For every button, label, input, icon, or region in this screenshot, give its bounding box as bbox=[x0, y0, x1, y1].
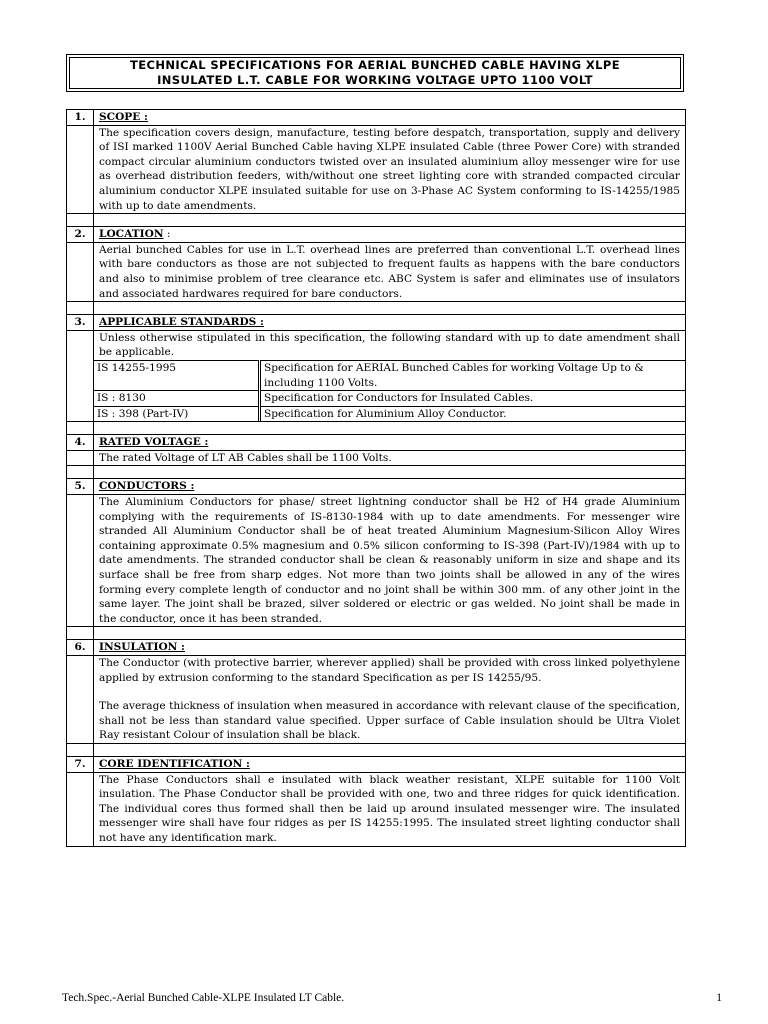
section-heading: RATED VOLTAGE : bbox=[94, 435, 686, 451]
section-number: 4. bbox=[67, 435, 94, 451]
standard-code: IS 14255-1995 bbox=[94, 360, 260, 390]
section-body: The Phase Conductors shall e insulated with black weather resistant, XLPE suitable for 1100 Volt insulation. The Phase Conductor shall be provided with one, two and three ridges for quick identification. The individual cores thus formed shall then be laid up around insulated messenger wire. The insulated messenger wire shall have four ridges as per IS 14255:1995. The insulated street lighting conductor shall not have any identification mark. bbox=[94, 772, 686, 846]
section-body: The Conductor (with protective barrier, wherever applied) shall be provided with cross linked polyethylene applied by extrusion conforming to the standard Specification as per IS 14255/95. The average thickness of insulation when measured in accordance with relevant clause of the specification, shall not be less than standard value specified. Upper surface of Cable insulation should be Ultra Violet Ray resistant Colour of insulation shall be black. bbox=[94, 656, 686, 744]
section-body-row bbox=[67, 330, 686, 422]
section-body: The Aluminium Conductors for phase/ street lightning conductor shall be H2 of H4 grade Aluminium complying with the requirements of IS-8130-1984 with up to date amendments. For messenger wire stranded All Aluminium Conductor shall be of heat treated Aluminium Magnesium-Silicon Alloy Wires containing approximate 0.5% magnesium and 0.5% silicon conforming to IS-398 (Part-IV)/1984 with up to date amendments. The stranded conductor shall be clean & reasonably uniform in size and shape and its surface shall be free from sharp edges. Not more than two joints shall be allowed in any of the wires forming every complete length of conductor and no joint shall be within 300 mm. of any other joint in the same layer. The joint shall be brazed, silver soldered or electric or gas welded. No joint shall be made in the conductor, once it has been stranded. bbox=[94, 495, 686, 627]
spacer-row bbox=[67, 466, 686, 479]
section-body-row bbox=[67, 656, 686, 744]
section-row bbox=[67, 110, 686, 126]
section-row bbox=[67, 640, 686, 656]
standards-intro: Unless otherwise stipulated in this specification, the following standard with up to date amendment shall be applicable. bbox=[99, 331, 680, 359]
standard-row bbox=[94, 391, 685, 407]
section-body: The rated Voltage of LT AB Cables shall be 1100 Volts. bbox=[94, 450, 686, 466]
spacer-row bbox=[67, 422, 686, 435]
section-row bbox=[67, 479, 686, 495]
section-row bbox=[67, 315, 686, 331]
section-row bbox=[67, 435, 686, 451]
standards-block bbox=[94, 330, 686, 422]
standard-code: IS : 398 (Part-IV) bbox=[94, 406, 260, 421]
section-body-row bbox=[67, 450, 686, 466]
document-title bbox=[69, 57, 681, 89]
section-row bbox=[67, 227, 686, 243]
section-number: 7. bbox=[67, 756, 94, 772]
section-heading: APPLICABLE STANDARDS : bbox=[94, 315, 686, 331]
spacer-row bbox=[67, 743, 686, 756]
section-body: The specification covers design, manufacture, testing before despatch, transportation, supply and delivery of ISI marked 1100V Aerial Bunched Cable having XLPE insulated Cable (three Power Core) with stranded compact circular aluminium conductors twisted over an insulated aluminium alloy messenger wire for use as overhead distribution feeders, with/without one street lighting core with stranded compacted circular aluminium conductor XLPE insulated suitable for use on 3-Phase AC System conforming to IS-14255/1985 with up to date amendments. bbox=[94, 125, 686, 214]
spec-table bbox=[66, 109, 686, 847]
page-number: 1 bbox=[716, 992, 722, 1004]
section-number: 5. bbox=[67, 479, 94, 495]
section-body-row bbox=[67, 772, 686, 846]
section-body-row bbox=[67, 242, 686, 301]
section-body-row bbox=[67, 125, 686, 214]
section-number: 3. bbox=[67, 315, 94, 331]
section-heading: SCOPE : bbox=[94, 110, 686, 126]
spacer-row bbox=[67, 214, 686, 227]
standard-desc: Specification for Aluminium Alloy Conductor. bbox=[260, 406, 686, 421]
section-row bbox=[67, 756, 686, 772]
standard-row bbox=[94, 360, 685, 390]
section-number: 2. bbox=[67, 227, 94, 243]
section-heading: LOCATION : bbox=[94, 227, 686, 243]
title-box bbox=[66, 54, 684, 92]
spacer-row bbox=[67, 302, 686, 315]
standards-table bbox=[94, 360, 685, 421]
section-heading: CORE IDENTIFICATION : bbox=[94, 756, 686, 772]
section-heading: CONDUCTORS : bbox=[94, 479, 686, 495]
standard-row bbox=[94, 406, 685, 421]
section-body: Aerial bunched Cables for use in L.T. overhead lines are preferred than conventional L.T. overhead lines with bare conductors as those are not subjected to frequent faults as happens with the bare conductors and also to minimise problem of tree clearance etc. ABC System is safer and eliminates use of insulators and associated hardwares required for bare conductors. bbox=[94, 242, 686, 301]
title-line-2: INSULATED L.T. CABLE FOR WORKING VOLTAGE UPTO 1100 VOLT bbox=[157, 73, 593, 87]
standard-code: IS : 8130 bbox=[94, 391, 260, 407]
spacer-row bbox=[67, 627, 686, 640]
section-heading: INSULATION : bbox=[94, 640, 686, 656]
standard-desc: Specification for AERIAL Bunched Cables for working Voltage Up to & including 1100 Volts. bbox=[260, 360, 686, 390]
section-number: 6. bbox=[67, 640, 94, 656]
section-body-row bbox=[67, 495, 686, 627]
footer-doc-name: Tech.Spec.-Aerial Bunched Cable-XLPE Insulated LT Cable. bbox=[62, 992, 345, 1004]
standard-desc: Specification for Conductors for Insulated Cables. bbox=[260, 391, 686, 407]
title-line-1: TECHNICAL SPECIFICATIONS FOR AERIAL BUNCHED CABLE HAVING XLPE bbox=[130, 58, 620, 72]
section-number: 1. bbox=[67, 110, 94, 126]
